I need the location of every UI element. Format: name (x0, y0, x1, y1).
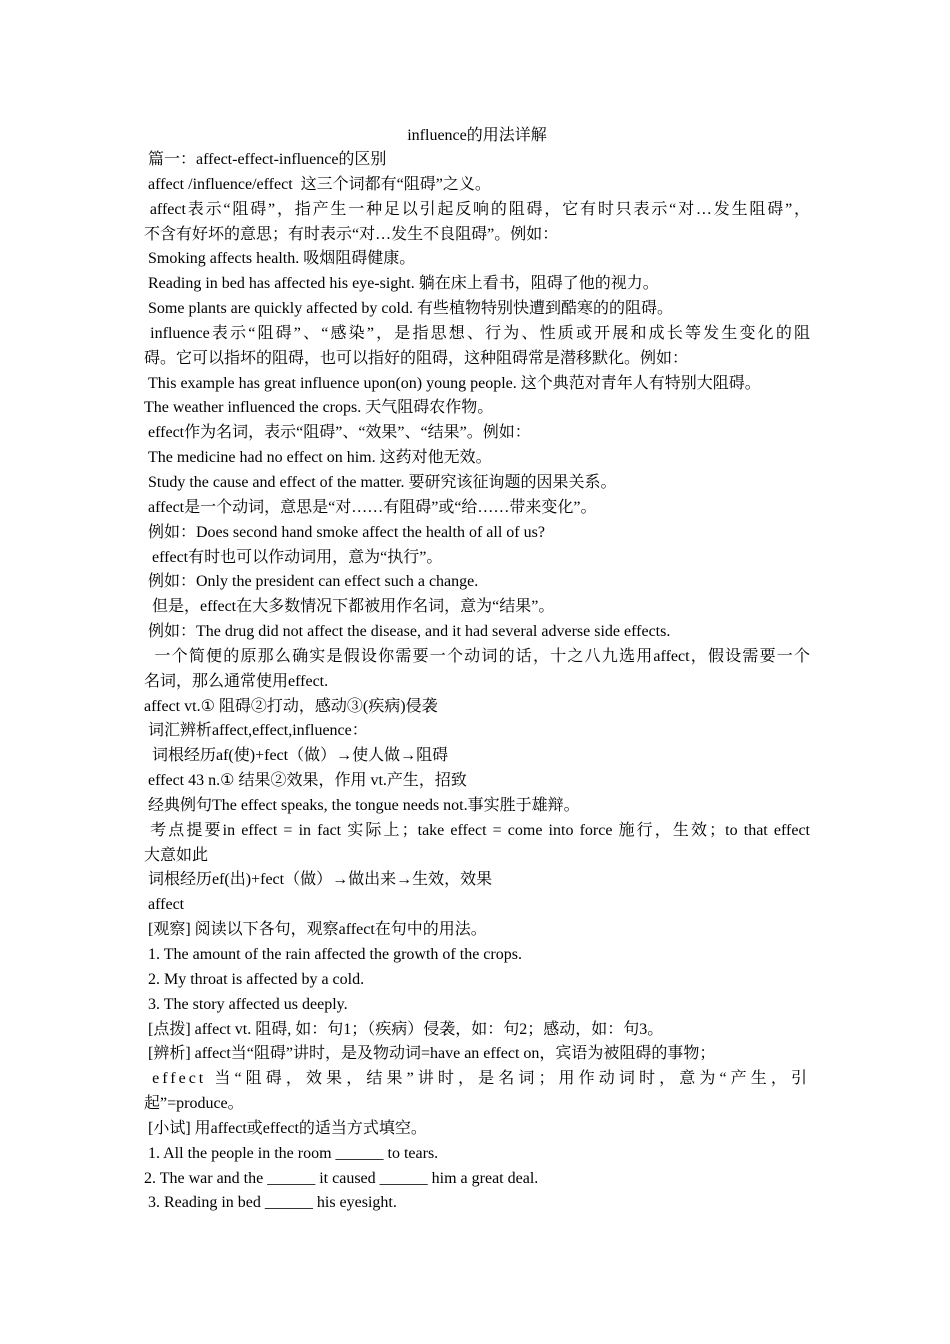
text-line: This example has great influence upon(on) young people. 这个典范对青年人有特别大阻碍。 (144, 374, 761, 392)
text-line: 碍。它可以指坏的阻碍，也可以指好的阻碍，这种阻碍常是潜移默化。例如： (144, 349, 689, 367)
text-line: 篇一：affect-effect-influence的区别 (144, 151, 387, 168)
text-line: 2. My throat is affected by a cold. (144, 970, 365, 988)
text-line: 例如：Does second hand smoke affect the health of all of us? (144, 523, 545, 541)
text-line: 不含有好坏的意思；有时表示“对…发生不良阻碍”。例如： (144, 225, 559, 243)
text-line: 3. The story affected us deeply. (144, 995, 348, 1013)
text-line: 起”=produce。 (144, 1095, 244, 1113)
text-line: 经典例句The effect speaks, the tongue needs not.事实胜于雄辩。 (144, 796, 580, 814)
text-line: effect 当“阻碍，效果，结果”讲时，是名词；用作动词时，意为“产生，引 (144, 1070, 810, 1088)
text-line: influence表示“阻碍”、“感染”，是指思想、行为、性质或开展和成长等发生变化的阻 (144, 324, 810, 342)
text-line: [观察] 阅读以下各句，观察affect在句中的用法。 (144, 921, 487, 939)
text-line: 一个简便的原那么确实是假设你需要一个动词的话，十之八九选用affect，假设需要一个 (144, 647, 811, 665)
text-line: Some plants are quickly affected by cold. 有些植物特别快遭到酷寒的的阻碍。 (144, 300, 673, 318)
text-line: 考点提要in effect = in fact 实际上；take effect = come into force 施行，生效；to that effect (144, 821, 810, 839)
text-line: [点拨] affect vt. 阻碍, 如：句1；（疾病）侵袭，如：句2；感动，如：句3。 (144, 1020, 664, 1038)
text-line: 但是，effect在大多数情况下都被用作名词，意为“结果”。 (144, 598, 555, 616)
text-line: 1. The amount of the rain affected the growth of the crops. (144, 946, 522, 963)
text-line: affect是一个动词，意思是“对……有阻碍”或“给……带来变化”。 (144, 498, 597, 516)
text-line: Reading in bed has affected his eye-sight. 躺在床上看书，阻碍了他的视力。 (144, 275, 659, 293)
text-line: The weather influenced the crops. 天气阻碍农作物。 (144, 399, 494, 417)
document-body (144, 148, 810, 1216)
text-line: [辨析] affect当“阻碍”讲时，是及物动词=have an effect on，宾语为被阻碍的事物； (144, 1045, 716, 1063)
text-line: effect作为名词，表示“阻碍”、“效果”、“结果”。例如： (144, 424, 531, 442)
text-line: effect有时也可以作动词用，意为“执行”。 (144, 548, 443, 566)
text-line: 1. All the people in the room ______ to tears. (144, 1144, 439, 1162)
text-line: 3. Reading in bed ______ his eyesight. (144, 1194, 397, 1212)
text-line: 2. The war and the ______ it caused ______ him a great deal. (144, 1169, 539, 1187)
text-line: 例如：The drug did not affect the disease, and it had several adverse side effects. (144, 623, 671, 641)
text-line: The medicine had no effect on him. 这药对他无效。 (144, 449, 492, 467)
text-line: 例如：Only the president can effect such a change. (144, 573, 479, 591)
text-line: 名词，那么通常使用effect. (144, 672, 329, 690)
text-line: 词根经历ef(出)+fect（做）→做出来→生效，效果 (144, 871, 493, 889)
text-line: 大意如此 (144, 846, 209, 864)
text-line: effect 43 n.① 结果②效果，作用 vt.产生，招致 (144, 772, 467, 790)
text-line: [小试] 用affect或effect的适当方式填空。 (144, 1119, 427, 1137)
text-line: Study the cause and effect of the matter. 要研究该征询题的因果关系。 (144, 473, 617, 491)
text-line: 词根经历af(使)+fect（做）→使人做→阻碍 (144, 747, 449, 765)
text-line: 词汇辨析affect,effect,influence： (144, 722, 368, 740)
text-line: Smoking affects health. 吸烟阻碍健康。 (144, 250, 416, 268)
text-line: affect (144, 896, 185, 914)
text-line: affect /influence/effect 这三个词都有“阻碍”之义。 (144, 175, 491, 193)
text-line: affect表示“阻碍”，指产生一种足以引起反响的阻碍，它有时只表示“对…发生阻碍”， (144, 200, 810, 218)
document-title: influence的用法详解 (407, 127, 547, 144)
text-line: affect vt.① 阻碍②打动，感动③(疾病)侵袭 (144, 697, 438, 715)
